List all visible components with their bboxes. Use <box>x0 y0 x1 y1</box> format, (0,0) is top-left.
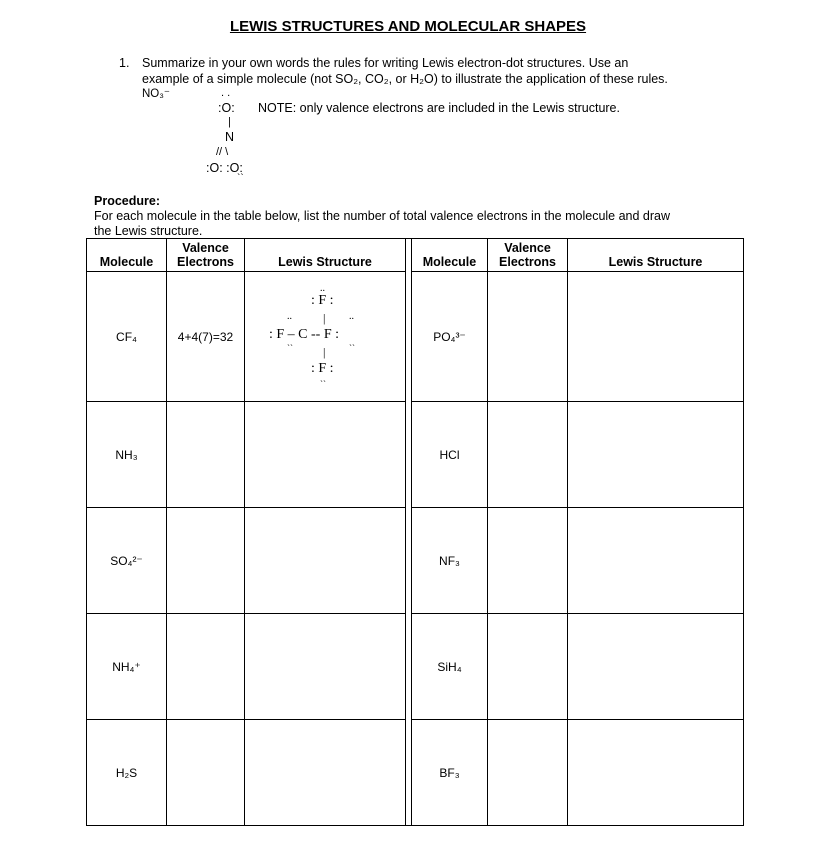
valence-cell[interactable] <box>488 720 568 826</box>
valence-cell[interactable] <box>167 720 245 826</box>
table-row <box>87 272 744 402</box>
no3-top-dots: . . <box>221 87 231 99</box>
no3-lower-bonds: // \ <box>216 146 229 158</box>
lewis-cell[interactable] <box>245 614 406 720</box>
table-row <box>87 508 744 614</box>
question-number: 1. <box>119 56 130 70</box>
valence-cell[interactable] <box>167 614 245 720</box>
table-row <box>87 614 744 720</box>
lewis-cell-cf4[interactable] <box>245 272 406 402</box>
header-valence-left: Valence Electrons <box>167 239 245 272</box>
valence-cell: 4+4(7)=32 <box>167 272 245 402</box>
valence-cell[interactable] <box>488 402 568 508</box>
header-molecule-left: Molecule <box>87 239 167 272</box>
molecule-cell: NH₃ <box>87 402 167 508</box>
no3-bottom-oxygens: :O: :O: <box>206 161 243 175</box>
molecule-cell: NF₃ <box>412 508 488 614</box>
lewis-cell[interactable] <box>568 614 744 720</box>
procedure-heading: Procedure: <box>94 194 160 208</box>
molecule-cell: NH₄⁺ <box>87 614 167 720</box>
example-formula: NO₃⁻ <box>142 88 171 100</box>
header-lewis-left: Lewis Structure <box>245 239 406 272</box>
molecule-cell: SiH₄ <box>412 614 488 720</box>
lewis-cell[interactable] <box>568 508 744 614</box>
table-header-row <box>87 239 744 272</box>
no3-bond-vertical: | <box>228 116 231 128</box>
question-line-2: example of a simple molecule (not SO₂, CO₂, or H₂O) to illustrate the application of these rules. <box>142 72 668 86</box>
page-title: LEWIS STRUCTURES AND MOLECULAR SHAPES <box>229 18 587 35</box>
valence-cell[interactable] <box>488 614 568 720</box>
note-text: NOTE: only valence electrons are included in the Lewis structure. <box>258 101 620 115</box>
valence-cell[interactable] <box>167 402 245 508</box>
molecule-cell: CF₄ <box>87 272 167 402</box>
molecule-cell: PO₄³⁻ <box>412 272 488 402</box>
header-valence-right: Valence Electrons <box>488 239 568 272</box>
procedure-line-1: For each molecule in the table below, list the number of total valence electrons in the molecule and draw <box>94 209 671 223</box>
procedure-line-2: the Lewis structure. <box>94 224 203 238</box>
lewis-cell[interactable] <box>568 720 744 826</box>
lewis-cell[interactable] <box>245 402 406 508</box>
lewis-cell[interactable] <box>568 272 744 402</box>
valence-cell[interactable] <box>488 508 568 614</box>
valence-cell[interactable] <box>167 508 245 614</box>
molecule-cell: SO₄²⁻ <box>87 508 167 614</box>
molecule-table <box>86 238 744 826</box>
no3-top-oxygen: :O: <box>218 101 235 115</box>
question-line-1: Summarize in your own words the rules for writing Lewis electron-dot structures. Use an <box>142 56 629 70</box>
lewis-cell[interactable] <box>245 720 406 826</box>
lewis-cell[interactable] <box>568 402 744 508</box>
valence-cell[interactable] <box>488 272 568 402</box>
no3-bottom-dots: `` <box>237 173 244 184</box>
lewis-cell[interactable] <box>245 508 406 614</box>
header-molecule-right: Molecule <box>412 239 488 272</box>
molecule-cell: HCl <box>412 402 488 508</box>
molecule-cell: BF₃ <box>412 720 488 826</box>
cf4-lewis-structure: .. : F : | .. .. : F – C -- F : `` `` | : F : `` <box>269 282 355 389</box>
table-row <box>87 402 744 508</box>
table-row <box>87 720 744 826</box>
molecule-cell: H₂S <box>87 720 167 826</box>
no3-nitrogen: N <box>225 130 235 144</box>
header-lewis-right: Lewis Structure <box>568 239 744 272</box>
